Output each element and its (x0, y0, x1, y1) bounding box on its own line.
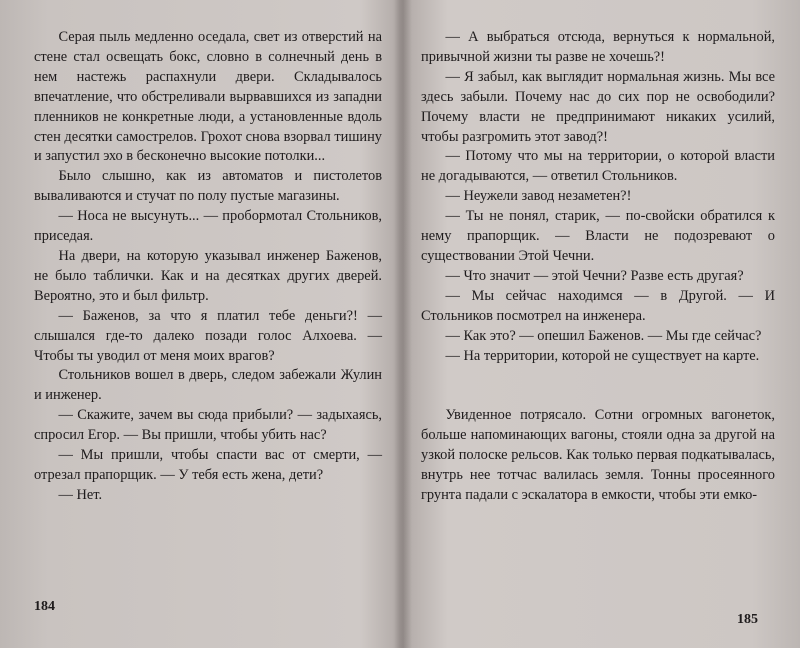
paragraph: — Ты не понял, старик, — по-свойски обратился к нему прапорщик. — Власти не подозревают о существовании Этой Чечни. (421, 208, 775, 264)
paragraph: — Мы сейчас находимся — в Другой. — И Стольников посмотрел на инженера. (421, 287, 775, 324)
book-gutter (394, 0, 412, 648)
paragraph: Серая пыль медленно оседала, свет из отверстий на стене стал освещать бокс, словно в солнечный день в нем настежь распахнули двери. Складывалось впечатление, что обстреливали вырвавшихся из западни пленников не конкретные люди, а установленные вдоль стен десятки самострелов. Грохот снова взорвал тишину и запустил эхо в бесконечно высокие потолки... (34, 29, 382, 165)
paragraph: — Потому что мы на территории, о которой власти не догадываются, — ответил Стольников. (421, 148, 775, 185)
paragraph: — Как это? — опешил Баженов. — Мы где сейчас? (445, 327, 762, 344)
paragraph: — Мы пришли, чтобы спасти вас от смерти, — отрезал прапорщик. — У тебя есть жена, дети? (34, 447, 382, 483)
section-break (421, 366, 775, 406)
paragraph: Стольников вошел в дверь, следом забежали Жулин и инженер. (34, 367, 382, 404)
paragraph: — Что значит — этой Чечни? Разве есть другая? (445, 267, 744, 284)
paragraph: — А выбраться отсюда, вернуться к нормальной, привычной жизни ты разве не хочешь?! (421, 29, 775, 65)
paragraph: — На территории, которой не существует на карте. (445, 347, 760, 364)
page-number-right: 185 (737, 612, 758, 627)
paragraph: Было слышно, как из автоматов и пистолетов вываливаются и стучат по полу пустые магазины. (34, 168, 382, 205)
paragraph: На двери, на которую указывал инженер Баженов, не было таблички. Как и на десятках других дверей. Вероятно, это и был фильтр. (34, 247, 382, 304)
page-number-left: 184 (34, 599, 55, 614)
right-page (421, 28, 775, 506)
paragraph: — Баженов, за что я платил тебе деньги?! — слышался где-то далеко позади голос Алхоева. — Чтобы ты уводил от меня моих врагов? (34, 307, 382, 364)
paragraph: — Неужели завод незаметен?! (445, 188, 632, 205)
left-page (34, 28, 382, 506)
paragraph: — Скажите, зачем вы сюда прибыли? — задыхаясь, спросил Егор. — Вы пришли, чтобы убить нас? (34, 407, 382, 444)
paragraph: — Нет. (58, 486, 103, 503)
paragraph: — Я забыл, как выглядит нормальная жизнь. Мы все здесь забыли. Почему нас до сих пор не освободили? Почему власти не предпринимают никаких усилий, чтобы разгромить этот завод?! (421, 68, 775, 145)
paragraph: Увиденное потрясало. Сотни огромных вагонеток, больше напоминающих вагоны, стояли одна за другой на узкой полоске рельсов. Как только первая подкатывалась, внутрь нее тотчас валилась земля. Тонны просеянного грунта падали с эскалатора в емкости, чтобы эти емко- (421, 407, 775, 504)
paragraph: — Носа не высунуть... — пробормотал Стольников, приседая. (34, 208, 382, 245)
